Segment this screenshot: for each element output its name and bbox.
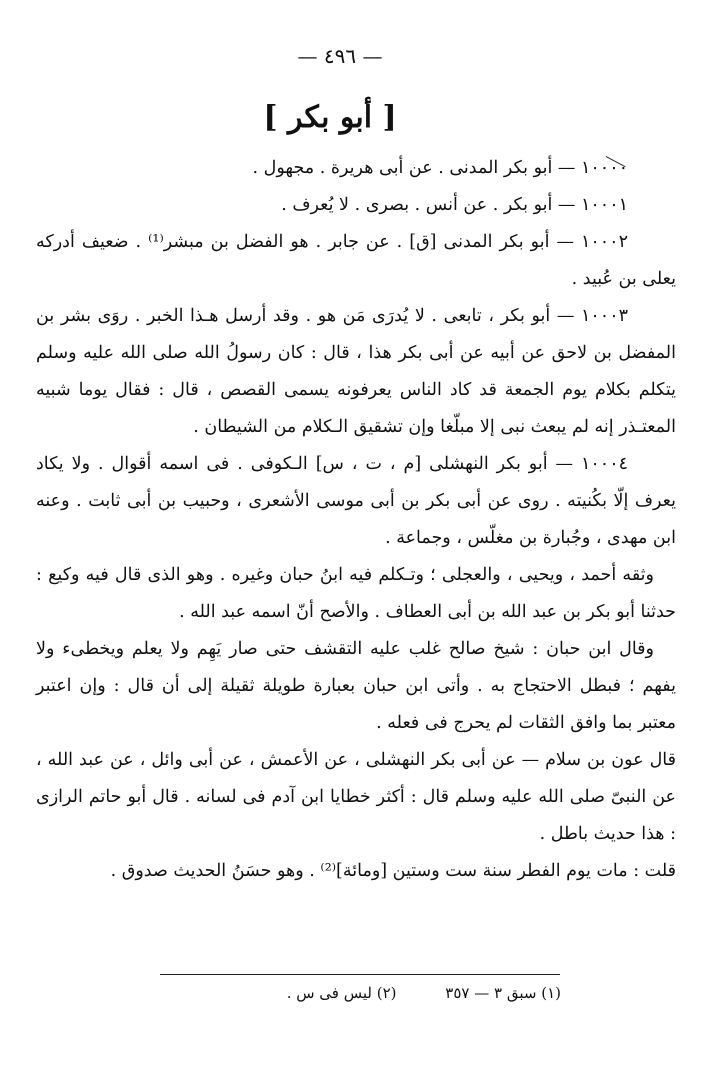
entry-10003: ١٠٠٠٣ — أبو بكر ، تابعى . لا يُدرَى مَن هو . وقد أرسل هـذا الخبر . روَى بشر بن المفضل بن لاحق عن أبيه عن أبى بكر هذا ، قال : كان رسولُ الله صلى الله عليه وسلم يتكلم بكلام يوم الجمعة قد كاد الناس يعرفونه يسمى القصص ، قال : فقال يوما شبيه المعتـذر إنه لم يبعث نبى إلا مبلّغا وإن تشقيق الـكلام من الشيطان . — [36, 306, 676, 437]
paragraph-awn-ibn-sallam: قال عون بن سلام — عن أبى بكر النهشلى ، عن الأعمش ، عن أبى وائل ، عن عبد الله ، عن النبىّ صلى الله عليه وسلم قال : أكثر خطايا ابن آدم فى لسانه . قال أبو حاتم الرازى : هذا حديث باطل . — [36, 750, 676, 844]
footnote-divider — [160, 974, 560, 975]
footnotes — [141, 982, 561, 1004]
entry-10001: ١٠٠٠١ — أبو بكر . عن أنس . بصرى . لا يُعرف . — [281, 195, 628, 215]
entry-10002: ١٠٠٠٢ — أبو بكر المدنى [ق] . عن جابر . هو الفضل بن مبشر⁽¹⁾ . ضعيف أدركه يعلى بن عُبيد . — [36, 232, 676, 289]
page-body — [36, 150, 676, 890]
footnote-1: (١) سبق ٣ — ٣٥٧ — [445, 984, 561, 1002]
paragraph-conclusion: قلت : مات يوم الفطر سنة ست وستين [ومائة]⁽²⁾ . وهو حسَنُ الحديث صدوق . — [110, 861, 676, 881]
paragraph-ibn-hibban: وقال ابن حبان : شيخ صالح غلب عليه التقشف حتى صار يَهِم ولا يعلم ويخطىء ولا يفهم ؛ فبطل الاحتجاج به . وأتى ابن حبان بعبارة طويلة ثقيلة إلى أن قال : وإن اعتبر معتبر بما وافق الثقات لم يحرج فى فعله . — [36, 639, 676, 733]
entry-10000: ١٠٠٠٠ — أبو بكر المدنى . عن أبى هريرة . مجهول . — [252, 158, 628, 178]
paragraph-tawthiq: وثقه أحمد ، ويحيى ، والعجلى ؛ وتـكلم فيه ابنُ حبان وغيره . وهو الذى قال فيه وكيع : حدثنا أبو بكر بن عبد الله بن أبى العطاف . والأصح أنّ اسمه عبد الله . — [36, 565, 676, 622]
footnote-2: (٢) ليس فى س . — [286, 984, 397, 1002]
page-number: — ٤٩٦ — — [297, 44, 383, 68]
section-heading: [ أبو بكر ] — [263, 100, 397, 135]
entry-10004: ١٠٠٠٤ — أبو بكر النهشلى [م ، ت ، س] الـكوفى . فى اسمه أقوال . ولا يكاد يعرف إلّا بكُنيته . روى عن أبى بكر بن أبى موسى الأشعرى ، وحبيب بن أبى ثابت . وعنه ابن مهدى ، وجُبارة بن مغلّس ، وجماعة . — [36, 454, 676, 548]
